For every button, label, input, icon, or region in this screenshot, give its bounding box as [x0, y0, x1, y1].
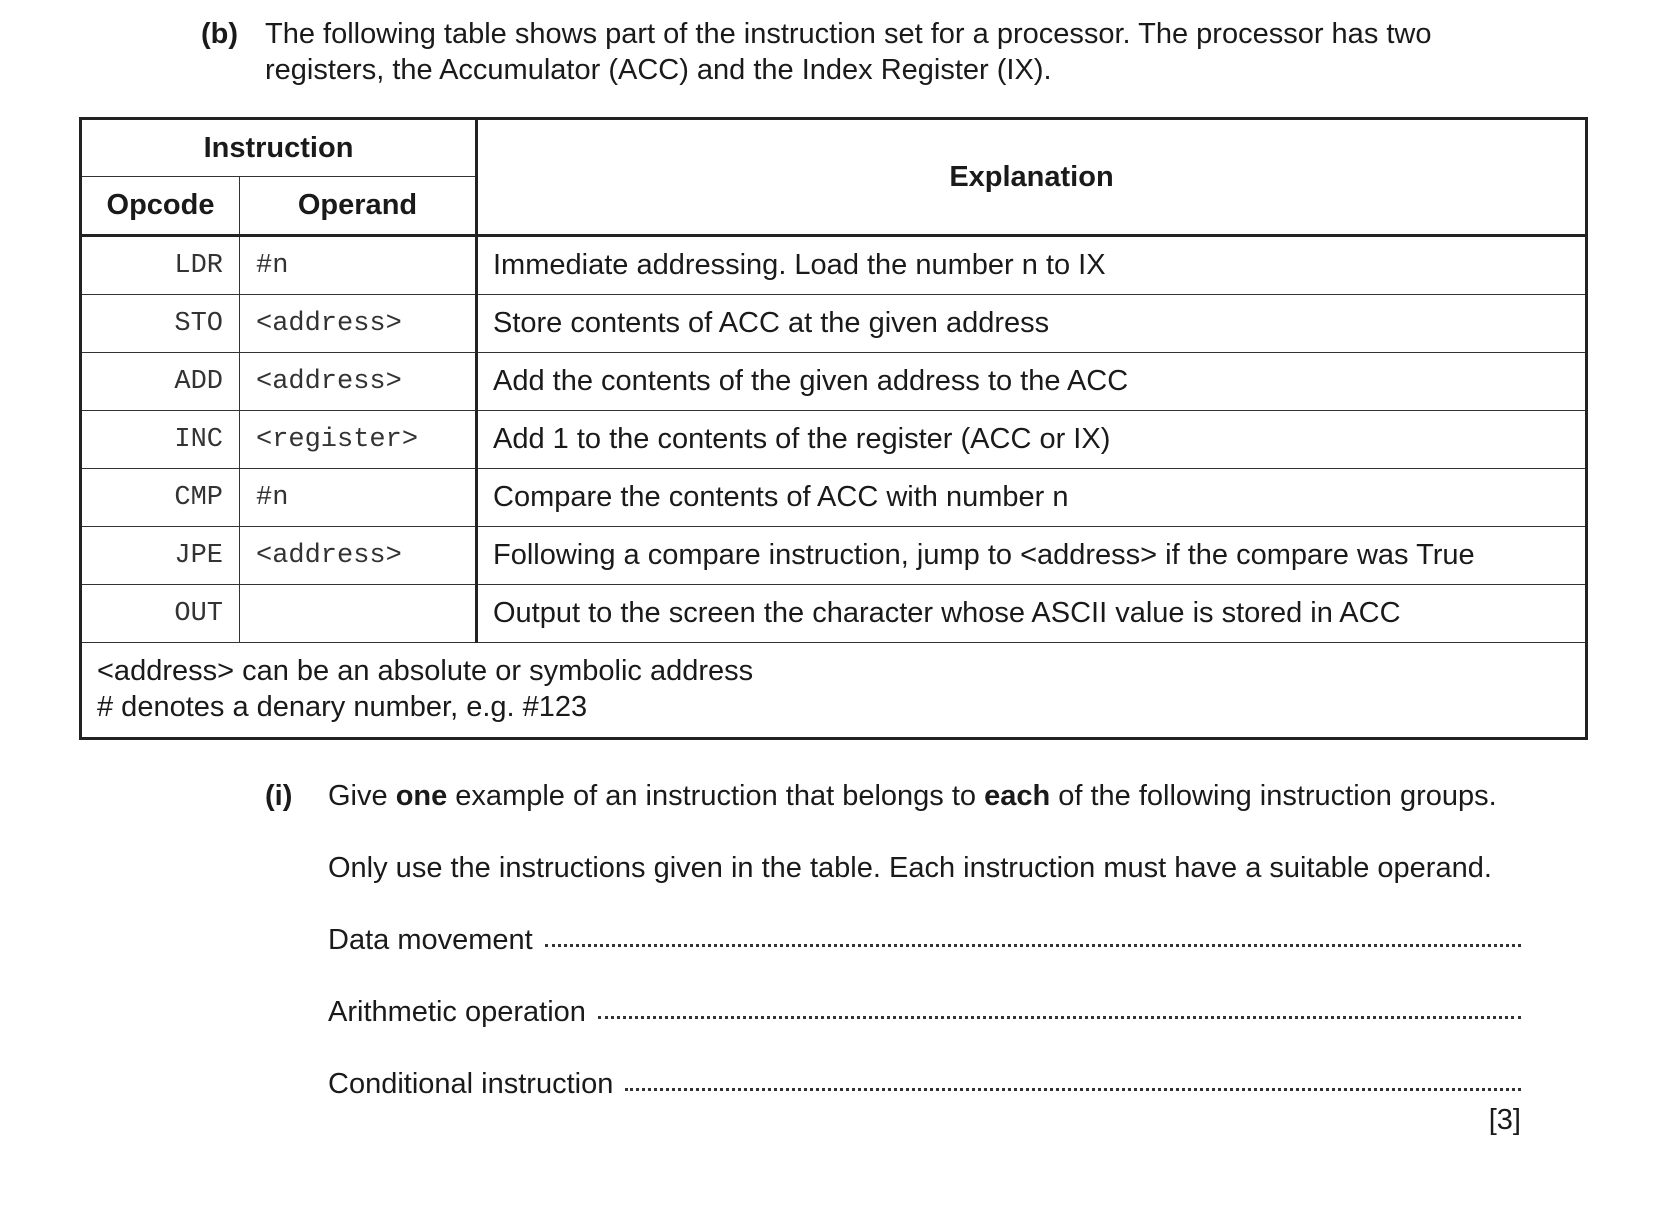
- table-notes: [81, 643, 1587, 739]
- table-row: [81, 469, 1587, 527]
- header-explanation: Explanation: [477, 119, 1587, 236]
- header-operand: Operand: [240, 177, 477, 236]
- question-text-mid: example of an instruction that belongs to: [447, 780, 985, 812]
- explanation-cell: Compare the contents of ACC with number n: [477, 469, 1587, 527]
- opcode-cell: OUT: [81, 585, 240, 643]
- question-text: [328, 778, 1521, 814]
- opcode-cell: CMP: [81, 469, 240, 527]
- answer-conditional-instruction[interactable]: [328, 1066, 1521, 1102]
- part-b-text: The following table shows part of the instruction set for a processor. The processor has two registers, the Accumulator (ACC) and the Index Register (IX).: [265, 18, 1432, 86]
- explanation-cell: Store contents of ACC at the given address: [477, 295, 1587, 353]
- table-row: [81, 236, 1587, 295]
- table-row: [81, 527, 1587, 585]
- answer-label: Arithmetic operation: [328, 996, 586, 1028]
- header-instruction: Instruction: [81, 119, 477, 177]
- explanation-cell: Following a compare instruction, jump to <address> if the compare was True: [477, 527, 1587, 585]
- answer-dotted-line[interactable]: [598, 994, 1521, 1019]
- table-row: [81, 353, 1587, 411]
- opcode-cell: JPE: [81, 527, 240, 585]
- operand-cell: <register>: [240, 411, 477, 469]
- answer-arithmetic-operation[interactable]: [328, 994, 1521, 1030]
- explanation-cell: Output to the screen the character whose ASCII value is stored in ACC: [477, 585, 1587, 643]
- part-b-label: (b): [201, 18, 239, 50]
- operand-cell: #n: [240, 236, 477, 295]
- operand-cell: <address>: [240, 527, 477, 585]
- question-text-end: of the following instruction groups.: [1050, 780, 1497, 812]
- operand-cell: <address>: [240, 353, 477, 411]
- question-text-start: Give: [328, 780, 396, 812]
- opcode-cell: ADD: [81, 353, 240, 411]
- table-row: [81, 295, 1587, 353]
- note-denary: # denotes a denary number, e.g. #123: [97, 691, 588, 723]
- question-part-i: [265, 778, 1521, 1138]
- question-part-b: [201, 16, 1521, 88]
- instruction-set-table: [79, 117, 1588, 740]
- marks-allocation: [3]: [1488, 1104, 1521, 1136]
- answer-data-movement[interactable]: [328, 922, 1521, 958]
- answer-label: Conditional instruction: [328, 1068, 614, 1100]
- part-i-label: (i): [265, 780, 293, 812]
- explanation-cell: Add the contents of the given address to the ACC: [477, 353, 1587, 411]
- table-row: [81, 585, 1587, 643]
- opcode-cell: LDR: [81, 236, 240, 295]
- emphasis-one: one: [395, 780, 448, 812]
- operand-cell: [240, 585, 477, 643]
- operand-cell: #n: [240, 469, 477, 527]
- header-opcode: Opcode: [81, 177, 240, 236]
- note-address: <address> can be an absolute or symbolic address: [97, 655, 754, 687]
- opcode-cell: STO: [81, 295, 240, 353]
- answer-label: Data movement: [328, 924, 533, 956]
- answer-dotted-line[interactable]: [625, 1066, 1521, 1091]
- emphasis-each: each: [984, 780, 1051, 812]
- answer-dotted-line[interactable]: [545, 922, 1521, 947]
- explanation-cell: Add 1 to the contents of the register (ACC or IX): [477, 411, 1587, 469]
- instruction-note: Only use the instructions given in the table. Each instruction must have a suitable operand.: [328, 852, 1492, 884]
- table-row: [81, 411, 1587, 469]
- operand-cell: <address>: [240, 295, 477, 353]
- opcode-cell: INC: [81, 411, 240, 469]
- table-notes-row: [81, 643, 1587, 739]
- explanation-cell: Immediate addressing. Load the number n to IX: [477, 236, 1587, 295]
